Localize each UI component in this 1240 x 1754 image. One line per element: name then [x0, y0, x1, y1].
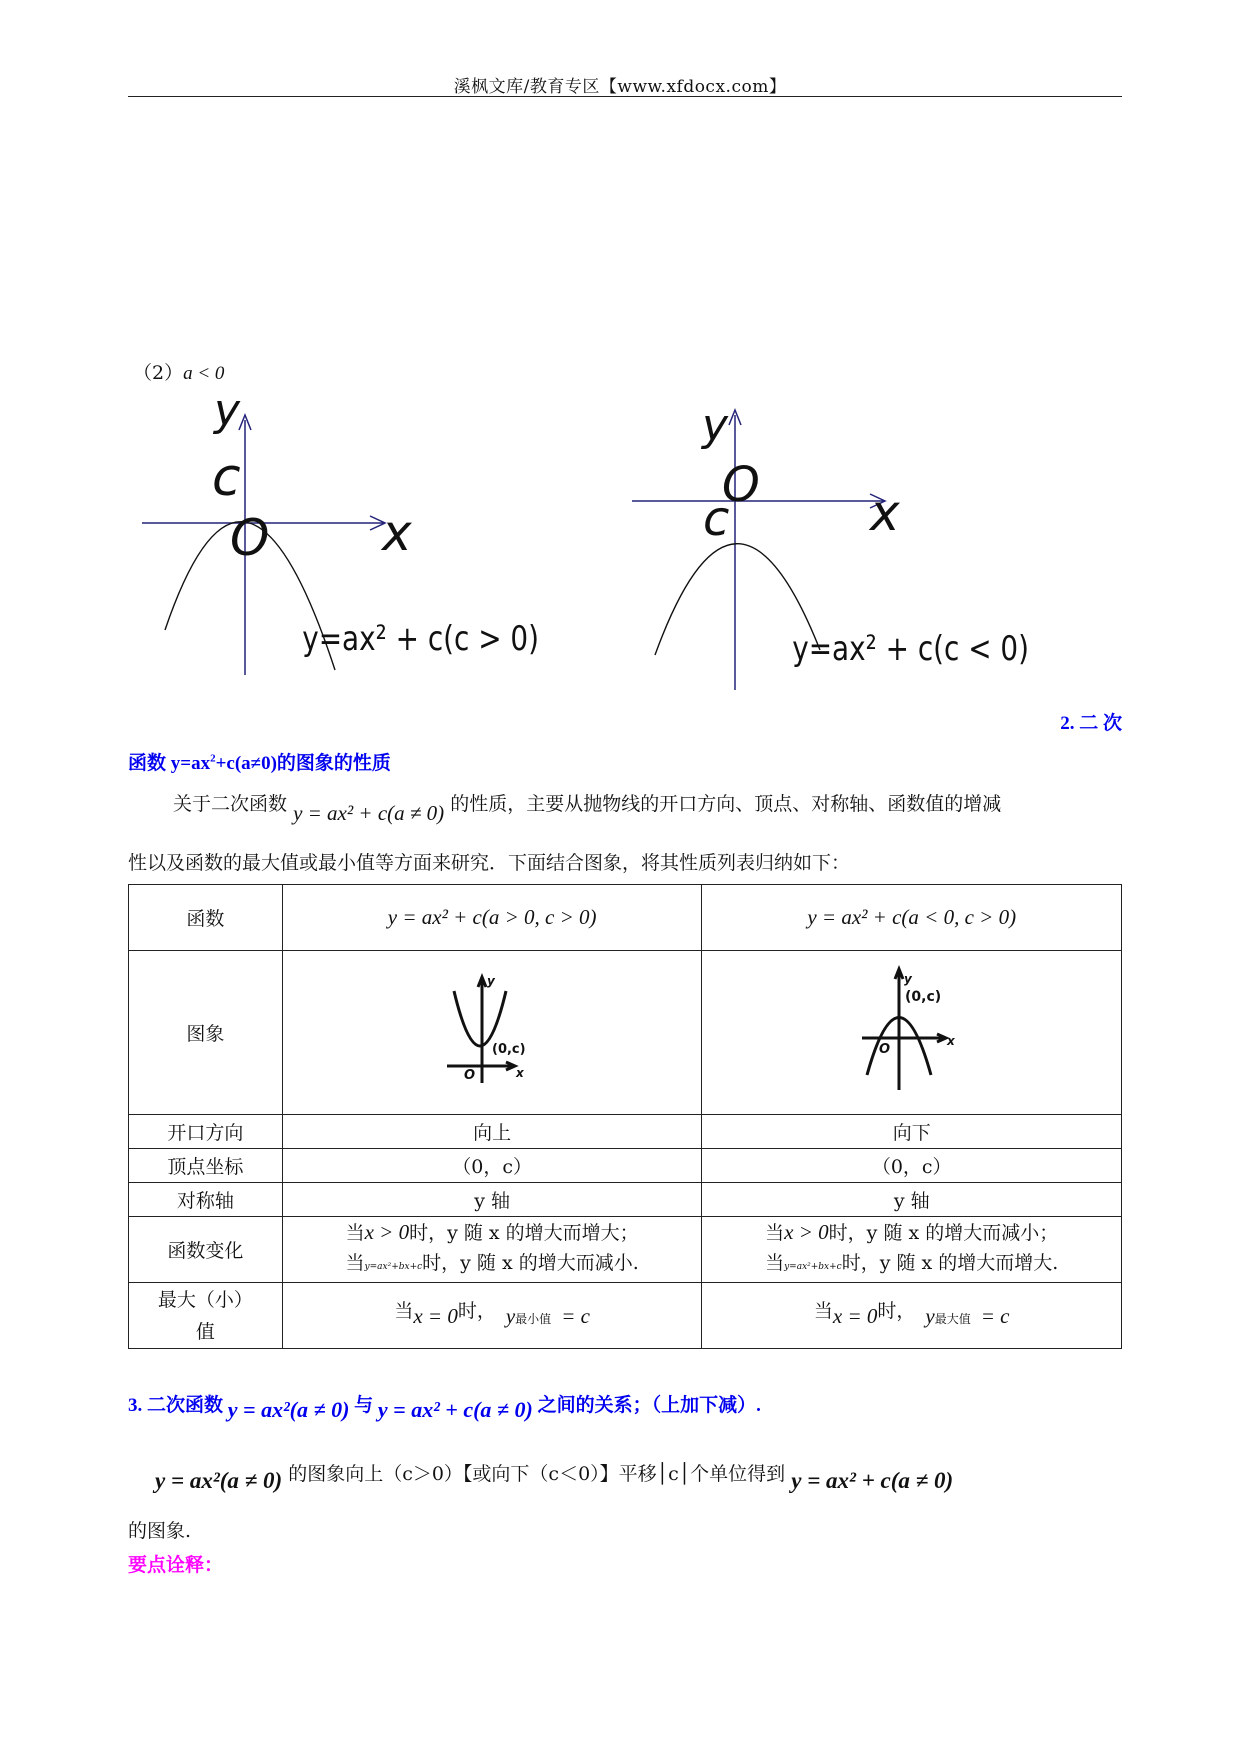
svg-text:O: O: [878, 1042, 890, 1057]
row-label: 对称轴: [129, 1183, 283, 1217]
page-header: 溪枫文库/教育专区【www.xfdocx.com】: [453, 77, 787, 97]
table-row-axis: [129, 1183, 1122, 1217]
row-label-extreme: 最大（小） 值: [129, 1283, 283, 1349]
table-row-monotonicity: [129, 1217, 1122, 1283]
graph-row-label: 图象: [129, 951, 283, 1115]
svg-text:(0,c): (0,c): [904, 989, 941, 1005]
svg-text:y: y: [487, 974, 495, 988]
monotonicity-downward: 当x > 0时，y 随 x 的增大而减小； 当y=ax²+bx+c时，y 随 x 的增大而增大.: [702, 1217, 1122, 1283]
graph-upward: [442, 971, 542, 1089]
section-3-heading: 3. 二次函数 y = ax²(a ≠ 0) 与 y = ax² + c(a ≠ 0) 之间的关系；（上加下减）.: [128, 1395, 761, 1422]
svg-text:(0,c): (0,c): [492, 1042, 526, 1057]
row-label: 顶点坐标: [129, 1149, 283, 1183]
monotonicity-upward: 当x > 0时，y 随 x 的增大而增大； 当y=ax²+bx+c时，y 随 x 的增大而减小.: [282, 1217, 702, 1283]
left-x-label: x: [382, 504, 412, 562]
header-case-downward: y = ax² + c(a < 0, c > 0): [702, 885, 1122, 951]
header-case-upward: y = ax² + c(a > 0, c > 0): [282, 885, 702, 951]
paragraph-translation-end: 的图象.: [128, 1520, 192, 1542]
properties-table: [128, 884, 1122, 1349]
row-value: （0，c）: [282, 1149, 702, 1183]
row-value: y 轴: [282, 1183, 702, 1217]
case-2-condition: a < 0: [183, 363, 225, 384]
left-origin-label: O: [230, 509, 270, 567]
svg-text:y: y: [903, 972, 912, 986]
svg-text:x: x: [516, 1066, 524, 1080]
right-c-label: c: [703, 491, 730, 547]
table-header-row: [129, 885, 1122, 951]
svg-text:O: O: [464, 1068, 476, 1083]
figure-right-parabola: [620, 395, 1040, 695]
right-y-label: y: [702, 400, 729, 451]
case-2-prefix: （2）: [133, 362, 184, 384]
right-x-label: x: [870, 484, 900, 542]
paragraph-properties-intro-line2: 性以及函数的最大值或最小值等方面来研究．下面结合图象，将其性质列表归纳如下：: [128, 852, 851, 874]
table-graph-row: [129, 951, 1122, 1115]
extreme-upward: 当x = 0时， y最小值 = c: [282, 1283, 702, 1349]
table-row-vertex: [129, 1149, 1122, 1183]
extreme-downward: 当x = 0时， y最大值 = c: [702, 1283, 1122, 1349]
row-label: 函数变化: [129, 1217, 283, 1283]
left-formula: y=ax² + c(c > 0): [302, 619, 540, 659]
para1-formula: y = ax² + c(a ≠ 0): [293, 801, 445, 825]
row-value: 向上: [282, 1115, 702, 1149]
section-2-heading-line1: 2. 二 次: [1060, 713, 1122, 734]
graph-upward-cell: [282, 951, 702, 1115]
paragraph-properties-intro: 关于二次函数 y = ax² + c(a ≠ 0) 的性质，主要从抛物线的开口方向、顶点、对称轴、函数值的增减: [173, 793, 1002, 825]
row-value: 向下: [702, 1115, 1122, 1149]
graph-downward: [857, 965, 967, 1095]
case-2-label: [133, 358, 224, 389]
right-formula: y=ax² + c(c < 0): [792, 629, 1030, 669]
table-row-opening: [129, 1115, 1122, 1149]
left-c-label: c: [212, 448, 241, 508]
key-points-heading: 要点诠释：: [128, 1555, 224, 1576]
row-value: y 轴: [702, 1183, 1122, 1217]
right-origin-label: O: [722, 457, 760, 513]
left-y-label: y: [214, 395, 241, 436]
header-function: 函数: [129, 885, 283, 951]
table-row-extreme: [129, 1283, 1122, 1349]
row-value: （0，c）: [702, 1149, 1122, 1183]
figure-left-parabola: [130, 395, 550, 685]
svg-text:x: x: [946, 1034, 955, 1048]
section-2-heading-line2: 函数 $y=ax^2+c(a\ne 0)$的图象的性质: [128, 752, 391, 774]
row-label: 开口方向: [129, 1115, 283, 1149]
header-divider: [128, 96, 1122, 97]
graph-downward-cell: [702, 951, 1122, 1115]
paragraph-translation: y = ax²(a ≠ 0) 的图象向上（c＞0）【或向下（c＜0）】平移│c│个单位得到 y = ax² + c(a ≠ 0): [155, 1463, 954, 1493]
